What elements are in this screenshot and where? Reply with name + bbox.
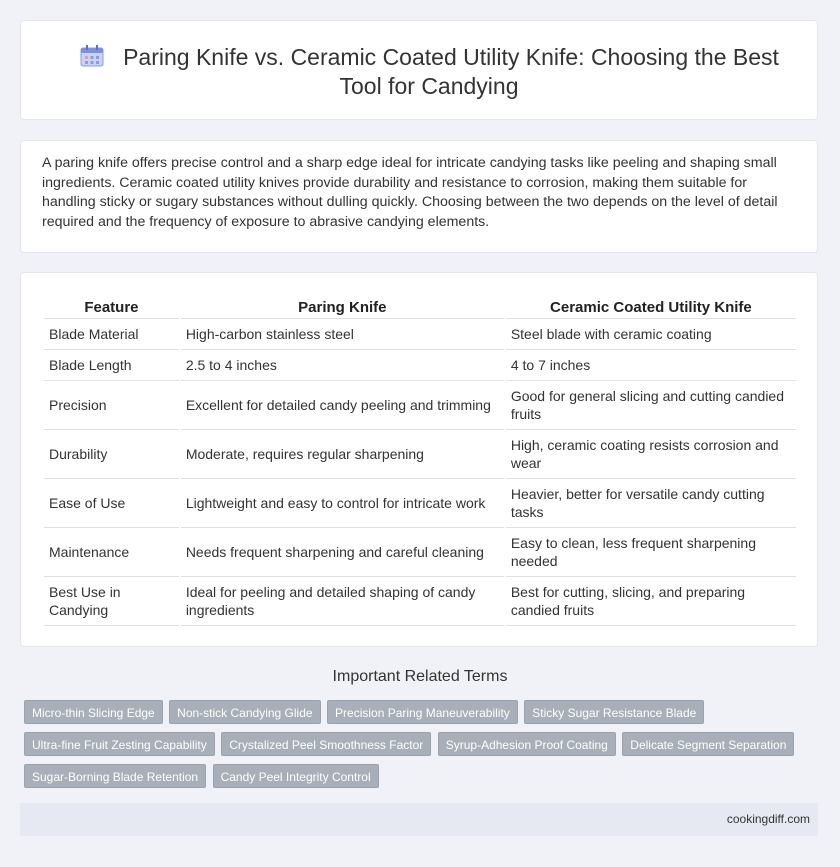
table-row [44, 577, 796, 626]
table-row [44, 479, 796, 528]
intro-text: A paring knife offers precise control and a sharp edge ideal for intricate candying tasks like peeling and shaping small ingredients. Ceramic coated utility knives provide durability and resistance to corrosion, making them suitable for handling sticky or sugary substances without dulling quickly. Choosing between the two depends on the level of detail required and the frequency of exposure to abrasive candying elements. [42, 155, 778, 230]
header-ceramic-knife: Ceramic Coated Utility Knife [506, 295, 796, 319]
footer-site-link[interactable]: cookingdiff.com [726, 812, 810, 826]
tag-micro-thin-slicing-edge[interactable]: Micro-thin Slicing Edge [24, 700, 163, 724]
header-paring-knife: Paring Knife [181, 295, 504, 319]
tag-non-stick-candying-glide[interactable]: Non-stick Candying Glide [169, 700, 320, 724]
tag-precision-paring-maneuverability[interactable]: Precision Paring Maneuverability [327, 700, 518, 724]
comparison-card [20, 272, 818, 647]
table-row [44, 528, 796, 577]
row-feature: Durability [44, 430, 179, 479]
tag-syrup-adhesion-proof-coating[interactable]: Syrup-Adhesion Proof Coating [438, 732, 616, 756]
row-feature: Blade Material [44, 319, 179, 350]
header-feature: Feature [44, 295, 179, 319]
row-ceramic: Easy to clean, less frequent sharpening needed [506, 528, 796, 577]
header-card [20, 20, 818, 120]
row-feature: Best Use in Candying [44, 577, 179, 626]
row-paring: 2.5 to 4 inches [181, 350, 504, 381]
calendar-icon [79, 44, 105, 68]
comparison-table [42, 295, 798, 626]
tag-sugar-borning-blade-retention[interactable]: Sugar-Borning Blade Retention [24, 764, 206, 788]
table-row [44, 319, 796, 350]
table-row [44, 381, 796, 430]
row-feature: Ease of Use [44, 479, 179, 528]
row-paring: Ideal for peeling and detailed shaping of candy ingredients [181, 577, 504, 626]
related-terms-tags [24, 700, 814, 796]
row-ceramic: High, ceramic coating resists corrosion and wear [506, 430, 796, 479]
row-paring: Lightweight and easy to control for intricate work [181, 479, 504, 528]
tag-sticky-sugar-resistance-blade[interactable]: Sticky Sugar Resistance Blade [524, 700, 704, 724]
row-ceramic: Heavier, better for versatile candy cutting tasks [506, 479, 796, 528]
row-feature: Precision [44, 381, 179, 430]
table-row [44, 430, 796, 479]
row-feature: Blade Length [44, 350, 179, 381]
row-paring: Moderate, requires regular sharpening [181, 430, 504, 479]
row-paring: High-carbon stainless steel [181, 319, 504, 350]
tag-delicate-segment-separation[interactable]: Delicate Segment Separation [622, 732, 794, 756]
tag-candy-peel-integrity-control[interactable]: Candy Peel Integrity Control [213, 764, 379, 788]
page-title-wrap [61, 43, 797, 101]
table-header-row [44, 295, 796, 319]
tag-crystalized-peel-smoothness[interactable]: Crystalized Peel Smoothness Factor [221, 732, 431, 756]
row-ceramic: Steel blade with ceramic coating [506, 319, 796, 350]
intro-card [20, 140, 818, 253]
row-paring: Needs frequent sharpening and careful cleaning [181, 528, 504, 577]
related-terms-title: Important Related Terms [332, 668, 508, 685]
row-ceramic: Best for cutting, slicing, and preparing candied fruits [506, 577, 796, 626]
tag-ultra-fine-fruit-zesting[interactable]: Ultra-fine Fruit Zesting Capability [24, 732, 215, 756]
row-paring: Excellent for detailed candy peeling and trimming [181, 381, 504, 430]
footer [20, 803, 818, 836]
page-title: Paring Knife vs. Ceramic Coated Utility Knife: Choosing the Best Tool for Candying [123, 44, 779, 99]
row-ceramic: Good for general slicing and cutting candied fruits [506, 381, 796, 430]
row-ceramic: 4 to 7 inches [506, 350, 796, 381]
table-row [44, 350, 796, 381]
row-feature: Maintenance [44, 528, 179, 577]
